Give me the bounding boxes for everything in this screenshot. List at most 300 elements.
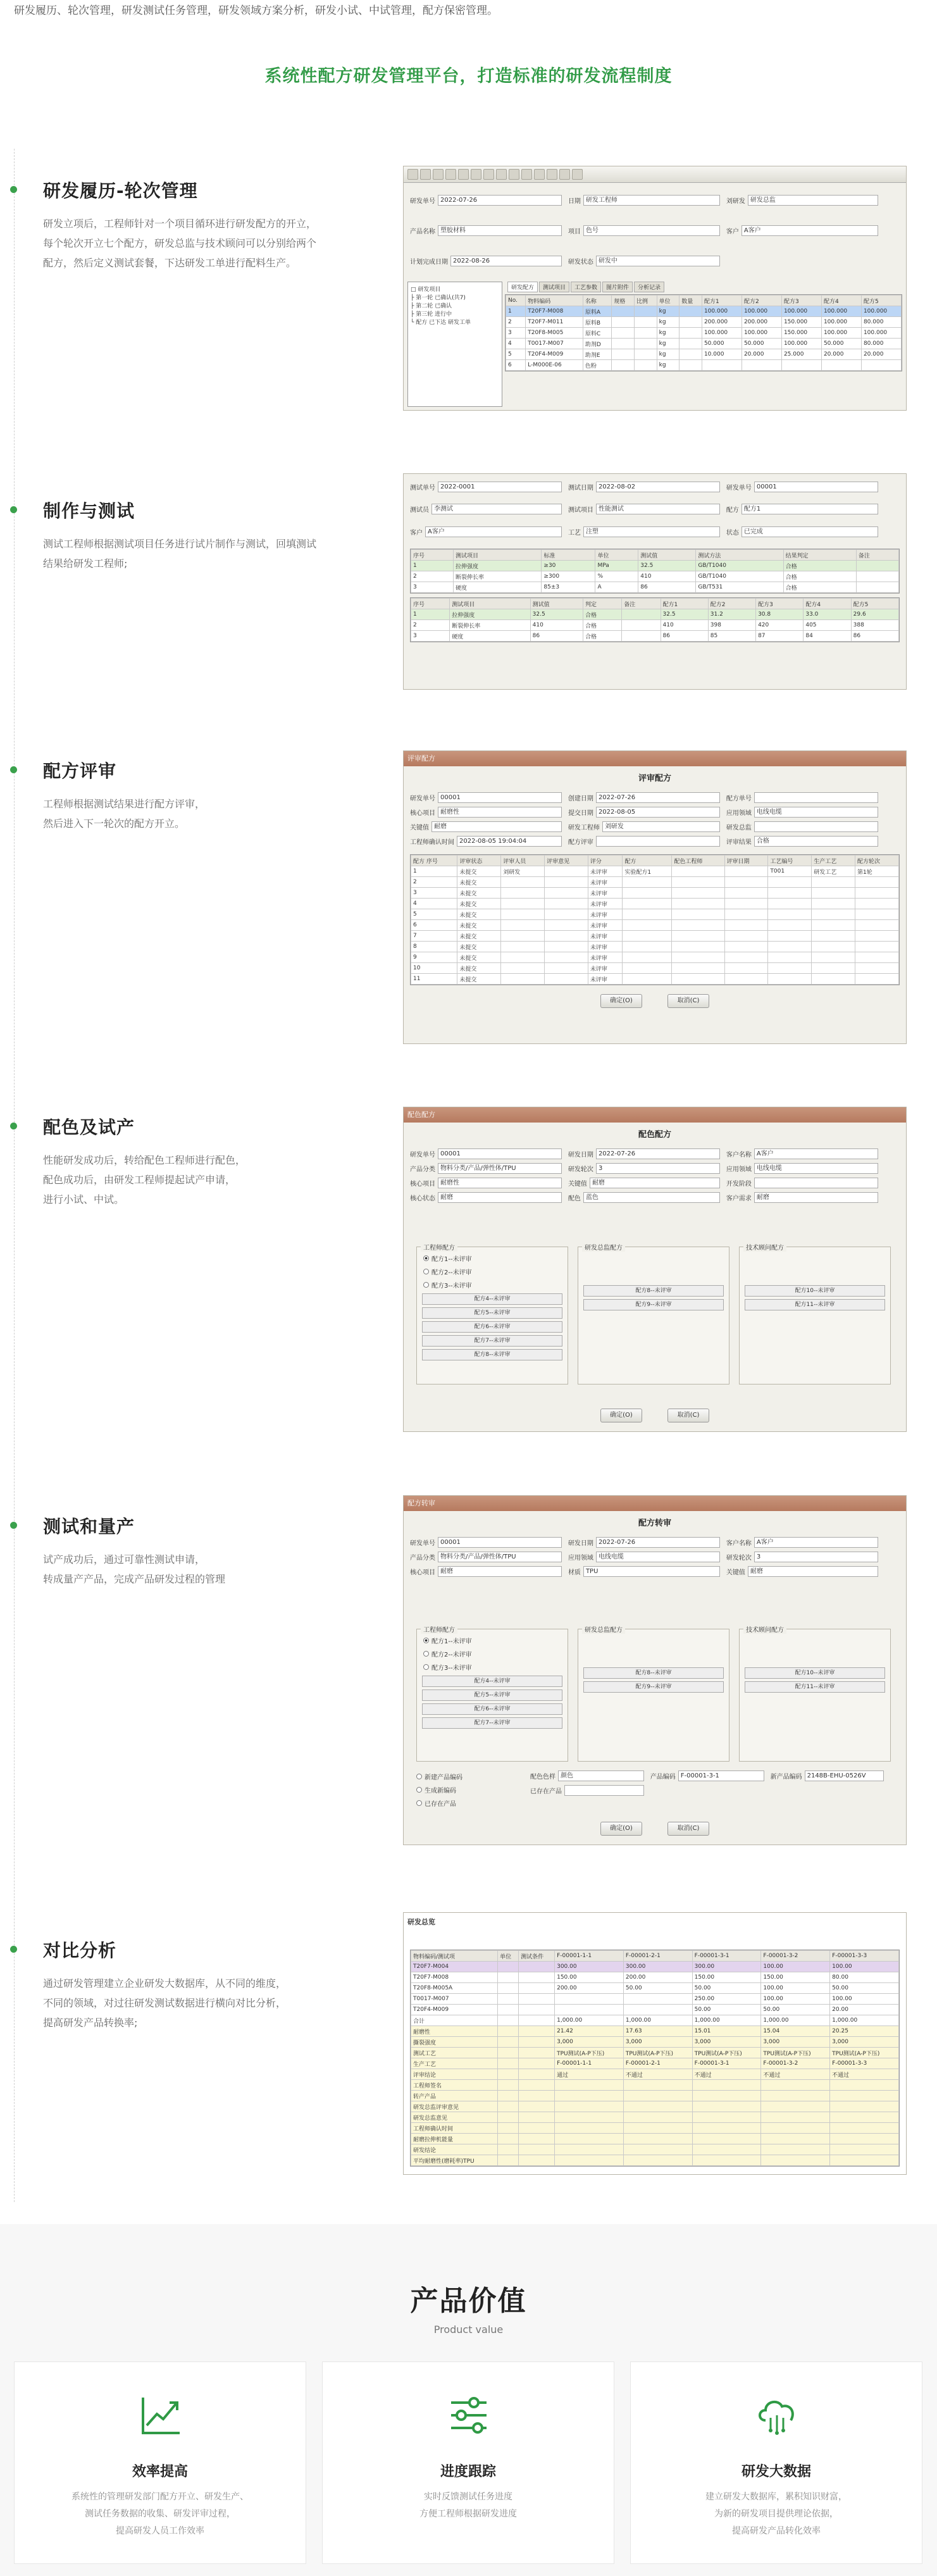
formula-button[interactable]: 配方11--未评审 — [745, 1299, 885, 1310]
field-input[interactable]: 颜色 — [558, 1770, 644, 1781]
table-header — [506, 296, 902, 306]
table-row[interactable] — [411, 888, 899, 899]
table-cell — [781, 360, 821, 371]
desc-line: 性能研发成功后，转给配色工程师进行配色， — [43, 1154, 246, 1166]
table-cell — [812, 888, 855, 899]
table-cell: 1 — [411, 561, 454, 571]
desc-line: 试产成功后，通过可靠性测试申请， — [43, 1553, 206, 1565]
formula-button[interactable]: 配方5--未评审 — [422, 1307, 562, 1319]
formula-button[interactable]: 配方6--未评审 — [422, 1321, 562, 1333]
toolbar-button[interactable] — [445, 169, 456, 180]
table-cell: 100.000 — [742, 328, 781, 339]
field-input[interactable]: TPU — [583, 1566, 720, 1577]
group-title: 技术顾问配方 — [743, 1242, 786, 1252]
field-input[interactable]: 色号 — [583, 225, 720, 236]
table-cell: % — [595, 571, 638, 582]
field-input[interactable]: 研发总监 — [748, 195, 878, 206]
field-input[interactable]: 3 — [754, 1552, 878, 1562]
tab[interactable]: 图片附件 — [602, 282, 633, 292]
field-input[interactable] — [754, 821, 878, 832]
table-row[interactable] — [506, 328, 902, 339]
field-input[interactable]: 2022-08-05 19:04:04 — [457, 836, 562, 847]
table-cell: 3,000 — [623, 2037, 692, 2048]
formula-button[interactable]: 配方10--未评审 — [745, 1667, 885, 1679]
product-option[interactable] — [416, 1798, 518, 1808]
formula-grid[interactable] — [505, 294, 902, 371]
table-row[interactable] — [411, 2091, 899, 2101]
formula-button[interactable]: 配方4--未评审 — [422, 1676, 562, 1687]
bullet-dot — [10, 1123, 17, 1129]
tab[interactable]: 工艺参数 — [571, 282, 601, 292]
form-field — [568, 1163, 720, 1174]
field-label: 测试员 — [410, 507, 429, 514]
table-cell: 不通过 — [692, 2069, 761, 2080]
compare-grid[interactable] — [410, 1950, 900, 2167]
toolbar-button[interactable] — [458, 169, 469, 180]
table-cell: 50.00 — [692, 1983, 761, 1994]
field-label: 研发状态 — [568, 258, 593, 266]
field-input[interactable]: 耐磨 — [748, 1566, 878, 1577]
table-cell: 84 — [804, 631, 851, 642]
field-input[interactable]: 注塑 — [583, 526, 720, 537]
table-cell: TPU测试(A-P下压) — [555, 2048, 624, 2058]
table-row[interactable] — [411, 931, 899, 942]
table-cell — [724, 899, 768, 909]
table-cell: 原料A — [583, 306, 612, 317]
column-header: 配方4 — [821, 296, 861, 306]
table-cell: 未提交 — [457, 974, 501, 985]
cancel-button[interactable]: 取消(C) — [667, 1409, 709, 1422]
table-cell — [623, 1994, 692, 2005]
field-input[interactable]: 2022-08-26 — [450, 256, 562, 266]
table-cell: kg — [657, 360, 679, 371]
toolbar-button[interactable] — [559, 169, 570, 180]
table-cell: 32.5 — [530, 609, 583, 620]
table-row[interactable] — [411, 920, 899, 931]
field-input[interactable]: 配方1 — [742, 504, 878, 514]
table-row[interactable] — [506, 317, 902, 328]
table-cell: 合格 — [583, 620, 621, 631]
formula-button[interactable]: 配方8--未评审 — [422, 1349, 562, 1360]
field-input[interactable]: 耐磨 — [590, 1178, 720, 1188]
formula-radio[interactable] — [423, 1280, 561, 1290]
formula-button[interactable]: 配方8--未评审 — [583, 1667, 724, 1679]
table-cell: 20.000 — [742, 349, 781, 360]
table-header — [411, 599, 899, 609]
table-cell — [679, 339, 702, 349]
table-cell — [724, 931, 768, 942]
table-cell — [501, 974, 545, 985]
radio-label: 配方1--未评审 — [431, 1638, 472, 1645]
field-input[interactable]: 性能测试 — [596, 504, 720, 514]
table-row[interactable] — [411, 1983, 899, 1994]
table-cell — [498, 1994, 519, 2005]
field-input[interactable]: 蓝色 — [583, 1192, 720, 1203]
table-row[interactable] — [411, 2069, 899, 2080]
tree-item[interactable]: □ 研发项目 — [411, 287, 441, 293]
table-cell: F-00001-1-1 — [555, 2058, 624, 2069]
formula-radio[interactable] — [423, 1662, 561, 1672]
field-input[interactable]: 耐磨性 — [438, 1178, 562, 1188]
table-cell: 研发总监意见 — [411, 2112, 498, 2123]
table-cell: T0017-M007 — [411, 1994, 498, 2005]
form-field — [410, 500, 562, 518]
field-label: 应用领域 — [726, 810, 752, 817]
table-cell: 8 — [411, 942, 457, 952]
advisor-group — [739, 1247, 891, 1384]
field-input[interactable]: 2022-0001 — [438, 482, 562, 492]
table-row[interactable] — [411, 2123, 899, 2134]
toolbar-button[interactable] — [496, 169, 507, 180]
field-input[interactable]: 耐磨 — [438, 1192, 562, 1203]
table-row[interactable] — [411, 909, 899, 920]
field-input[interactable]: 物料分类/产品/弹性体/TPU — [438, 1552, 562, 1562]
desc-line: 工程师根据测试结果进行配方评审， — [43, 798, 206, 810]
field-input[interactable] — [564, 1785, 644, 1796]
table-cell — [724, 942, 768, 952]
form-area — [404, 788, 906, 850]
table-cell: 第1轮 — [855, 866, 899, 877]
formula-button[interactable]: 配方9--未评审 — [583, 1681, 724, 1693]
field-input[interactable]: 研发中 — [596, 256, 720, 266]
field-input[interactable]: 2022-07-26 — [596, 1537, 720, 1548]
field-input[interactable]: 塑胶材料 — [438, 225, 562, 236]
table-cell — [679, 328, 702, 339]
table-cell — [519, 2134, 555, 2144]
tab[interactable]: 分析记录 — [634, 282, 664, 292]
table-cell — [672, 888, 724, 899]
form-field — [410, 1552, 562, 1562]
tree-item[interactable]: └ 配方 已下达 研发工单 — [411, 320, 471, 326]
column-header: 备注 — [622, 599, 661, 609]
table-cell — [635, 328, 657, 339]
round-tree[interactable] — [407, 282, 502, 407]
table-cell: 合格 — [783, 571, 856, 582]
value-card-progress — [322, 2361, 614, 2564]
toolbar-button[interactable] — [547, 169, 557, 180]
table-row[interactable] — [506, 339, 902, 349]
field-input[interactable]: 刘研发 — [602, 821, 720, 832]
field-input[interactable]: A客户 — [754, 1148, 878, 1159]
table-cell — [623, 2091, 692, 2101]
table-row[interactable] — [411, 2015, 899, 2026]
table-cell: 未提交 — [457, 877, 501, 888]
table-row[interactable] — [411, 1994, 899, 2005]
table-row[interactable] — [411, 877, 899, 888]
product-options — [410, 1768, 524, 1812]
table-row[interactable] — [411, 2048, 899, 2058]
table-cell — [545, 963, 588, 974]
table-cell: 合格 — [583, 631, 621, 642]
field-input[interactable]: 耐磨性 — [438, 807, 562, 818]
table-row[interactable] — [411, 2101, 899, 2112]
table-cell — [742, 360, 781, 371]
table-cell: 100.000 — [861, 306, 901, 317]
table-cell — [519, 2058, 555, 2069]
product-fields — [524, 1767, 903, 1800]
form-area — [404, 183, 906, 278]
table-row[interactable] — [506, 349, 902, 360]
table-cell: 3,000 — [555, 2037, 624, 2048]
formula-radio[interactable] — [423, 1636, 561, 1645]
table-cell — [623, 931, 672, 942]
toolbar-button[interactable] — [433, 169, 444, 180]
table-cell — [672, 899, 724, 909]
table-cell — [830, 2112, 899, 2123]
table-cell: 86 — [661, 631, 708, 642]
table-cell — [692, 2134, 761, 2144]
table-row[interactable] — [411, 571, 899, 582]
table-cell: 50.00 — [830, 1983, 899, 1994]
table-row[interactable] — [411, 899, 899, 909]
table-cell: 10 — [411, 963, 457, 974]
table-header — [411, 856, 899, 866]
table-cell: 31.2 — [708, 609, 755, 620]
field-label: 核心状态 — [410, 1195, 435, 1202]
table-row[interactable] — [411, 631, 899, 642]
table-cell — [855, 877, 899, 888]
toolbar-button[interactable] — [509, 169, 519, 180]
form-field — [410, 247, 562, 274]
field-label: 客户名称 — [726, 1540, 752, 1547]
column-header: 评审状态 — [457, 856, 501, 866]
field-input[interactable]: 00001 — [438, 792, 562, 803]
desc-line: 研发立项后，工程师针对一个项目循环进行研发配方的开立， — [43, 218, 317, 230]
product-option[interactable] — [416, 1785, 518, 1795]
field-input[interactable]: 2022-08-02 — [596, 482, 720, 492]
desc-line: 转成量产产品，完成产品研发过程的管理 — [43, 1573, 226, 1585]
table-row[interactable] — [411, 2155, 899, 2166]
table-cell — [555, 1994, 624, 2005]
formula-button[interactable]: 配方7--未评审 — [422, 1335, 562, 1347]
table-row[interactable] — [411, 974, 899, 985]
feature-title: 制作与测试 — [43, 501, 135, 521]
field-input[interactable]: 耐磨 — [754, 1192, 878, 1203]
table-row[interactable] — [411, 609, 899, 620]
table-row[interactable] — [411, 2026, 899, 2037]
form-field — [410, 1537, 562, 1548]
table-cell — [545, 952, 588, 963]
table-row[interactable] — [411, 866, 899, 877]
field-input[interactable] — [754, 792, 878, 803]
formula-button[interactable]: 配方7--未评审 — [422, 1717, 562, 1729]
table-row[interactable] — [411, 942, 899, 952]
table-cell — [724, 888, 768, 899]
field-input[interactable]: 电线电缆 — [754, 1163, 878, 1174]
field-label: 研发单号 — [410, 1152, 435, 1159]
tab[interactable]: 测试项目 — [539, 282, 569, 292]
field-label: 研发单号 — [726, 485, 752, 492]
table-cell: F-00001-3-1 — [692, 2058, 761, 2069]
table-cell: T001 — [768, 866, 812, 877]
field-input[interactable]: 2148B-EHU-0526V — [805, 1770, 884, 1781]
ok-button[interactable]: 确定(O) — [600, 1409, 642, 1422]
field-input[interactable]: 2022-08-05 — [596, 807, 720, 818]
field-input[interactable]: 00001 — [438, 1148, 562, 1159]
formula-button[interactable]: 配方4--未评审 — [422, 1293, 562, 1305]
table-cell: 未评审 — [588, 909, 622, 920]
table-cell — [498, 2005, 519, 2015]
table-cell: 2 — [506, 317, 526, 328]
table-cell: 410 — [661, 620, 708, 631]
table-row[interactable] — [411, 620, 899, 631]
table-row[interactable] — [411, 1972, 899, 1983]
field-input[interactable]: A客户 — [742, 225, 878, 236]
field-input[interactable]: 00001 — [754, 482, 878, 492]
table-cell: 21.42 — [555, 2026, 624, 2037]
result-grid[interactable] — [410, 597, 900, 642]
table-cell — [812, 909, 855, 920]
field-input[interactable]: 研发工程师 — [583, 195, 720, 206]
formula-button[interactable]: 配方8--未评审 — [583, 1285, 724, 1297]
table-row[interactable] — [411, 2080, 899, 2091]
table-row[interactable] — [506, 360, 902, 371]
toolbar — [404, 166, 906, 183]
engineer-group — [416, 1247, 568, 1384]
table-cell — [692, 2080, 761, 2091]
table-row[interactable] — [411, 561, 899, 571]
column-header: F-00001-3-1 — [692, 1951, 761, 1962]
table-cell — [724, 963, 768, 974]
table-cell — [635, 360, 657, 371]
field-input[interactable]: 耐磨 — [438, 1566, 562, 1577]
formula-button[interactable]: 配方5--未评审 — [422, 1689, 562, 1701]
test-grid[interactable] — [410, 549, 900, 594]
table-row[interactable] — [411, 963, 899, 974]
product-option[interactable] — [416, 1772, 518, 1781]
table-row[interactable] — [411, 2112, 899, 2123]
formula-button[interactable]: 配方10--未评审 — [745, 1285, 885, 1297]
field-input[interactable]: 李测试 — [431, 504, 562, 514]
column-header: F-00001-3-3 — [830, 1951, 899, 1962]
dialog-buttons — [404, 1817, 906, 1841]
form-field — [726, 478, 878, 496]
table-cell: F-00001-3-2 — [761, 2058, 830, 2069]
tree-item[interactable]: ├ 第三轮 进行中 — [411, 311, 452, 318]
table-row[interactable] — [411, 2005, 899, 2015]
table-cell — [623, 877, 672, 888]
form-field — [726, 1552, 878, 1562]
toolbar-button[interactable] — [534, 169, 545, 180]
field-input[interactable]: 2022-07-26 — [438, 195, 562, 206]
table-row[interactable] — [506, 306, 902, 317]
field-input[interactable]: 2022-07-26 — [596, 1148, 720, 1159]
desc-line: 测试任务数据的收集、研发评审过程， — [85, 2509, 235, 2519]
table-cell — [623, 963, 672, 974]
table-row[interactable] — [411, 2037, 899, 2048]
toolbar-button[interactable] — [483, 169, 494, 180]
toolbar-button[interactable] — [572, 169, 583, 180]
toolbar-button[interactable] — [471, 169, 481, 180]
field-label: 研发单号 — [410, 197, 435, 205]
table-cell: GB/T1040 — [696, 561, 783, 571]
field-input[interactable]: 电线电缆 — [754, 807, 878, 818]
tree-item[interactable]: ├ 第二轮 已确认 — [411, 303, 452, 309]
field-input[interactable]: 00001 — [438, 1537, 562, 1548]
cancel-button[interactable]: 取消(C) — [667, 1822, 709, 1836]
field-label: 测试项目 — [568, 507, 593, 514]
table-cell — [830, 2080, 899, 2091]
table-cell — [498, 2069, 519, 2080]
table-cell — [672, 952, 724, 963]
toolbar-button[interactable] — [420, 169, 431, 180]
form-field — [410, 217, 562, 244]
field-input[interactable]: 耐磨 — [431, 821, 562, 832]
table-cell — [768, 888, 812, 899]
review-grid[interactable] — [410, 854, 900, 985]
table-row[interactable] — [411, 2134, 899, 2144]
field-label: 研发工程师 — [568, 824, 600, 831]
feature-title: 配色及试产 — [43, 1117, 135, 1138]
table-row[interactable] — [411, 582, 899, 593]
table-cell: 7 — [411, 931, 457, 942]
ok-button[interactable]: 确定(O) — [600, 1822, 642, 1836]
table-cell: 不通过 — [830, 2069, 899, 2080]
field-input[interactable]: 已完成 — [742, 526, 878, 537]
field-input[interactable]: F-00001-3-1 — [678, 1770, 764, 1781]
form-field — [568, 821, 720, 832]
formula-radio[interactable] — [423, 1649, 561, 1658]
formula-button[interactable]: 配方11--未评审 — [745, 1681, 885, 1693]
formula-button[interactable]: 配方6--未评审 — [422, 1703, 562, 1715]
tab[interactable]: 研发配方 — [507, 282, 538, 292]
table-cell: 3 — [506, 328, 526, 339]
table-cell — [622, 631, 661, 642]
table-row[interactable] — [411, 1962, 899, 1972]
table-cell: 4 — [506, 339, 526, 349]
dialog-buttons — [404, 989, 906, 1013]
toolbar-button[interactable] — [407, 169, 418, 180]
table-cell: 32.5 — [638, 561, 696, 571]
table-cell: T20F8-M005 — [526, 328, 583, 339]
table-cell: 3 — [411, 888, 457, 899]
field-input[interactable]: 电线电缆 — [596, 1552, 720, 1562]
desc-line: 配方，然后定义测试套餐，下达研发工单进行配料生产。 — [43, 257, 297, 269]
card-desc — [631, 2489, 922, 2540]
column-header: 评审日期 — [724, 856, 768, 866]
tree-item[interactable]: ├ 第一轮 已确认(共7) — [411, 295, 466, 301]
field-label: 产品分类 — [410, 1555, 435, 1562]
table-cell — [812, 899, 855, 909]
formula-radio[interactable] — [423, 1254, 561, 1263]
formula-radio[interactable] — [423, 1267, 561, 1276]
ok-button[interactable]: 确定(O) — [600, 994, 642, 1008]
field-input[interactable] — [596, 836, 720, 847]
column-header: 配方4 — [804, 599, 851, 609]
table-cell: 撕裂强度 — [411, 2037, 498, 2048]
table-cell — [622, 609, 661, 620]
field-input[interactable]: 2022-07-26 — [596, 792, 720, 803]
field-input[interactable]: A客户 — [754, 1537, 878, 1548]
field-input[interactable] — [754, 1178, 878, 1188]
field-input[interactable]: 合格 — [754, 836, 878, 847]
table-cell: 200.00 — [623, 1972, 692, 1983]
field-input[interactable]: 物料分类/产品/弹性体/TPU — [438, 1163, 562, 1174]
screenshot-review-dialog — [403, 750, 907, 1044]
field-input[interactable]: 3 — [596, 1163, 720, 1174]
table-cell: 未提交 — [457, 931, 501, 942]
toolbar-button[interactable] — [521, 169, 532, 180]
field-label: 研发单号 — [410, 1540, 435, 1547]
column-header: 比例 — [635, 296, 657, 306]
table-row[interactable] — [411, 952, 899, 963]
cancel-button[interactable]: 取消(C) — [667, 994, 709, 1008]
formula-button[interactable]: 配方9--未评审 — [583, 1299, 724, 1310]
table-row[interactable] — [411, 2144, 899, 2155]
table-cell: 拉伸强度 — [454, 561, 542, 571]
field-input[interactable]: A客户 — [425, 526, 562, 537]
table-row[interactable] — [411, 2058, 899, 2069]
